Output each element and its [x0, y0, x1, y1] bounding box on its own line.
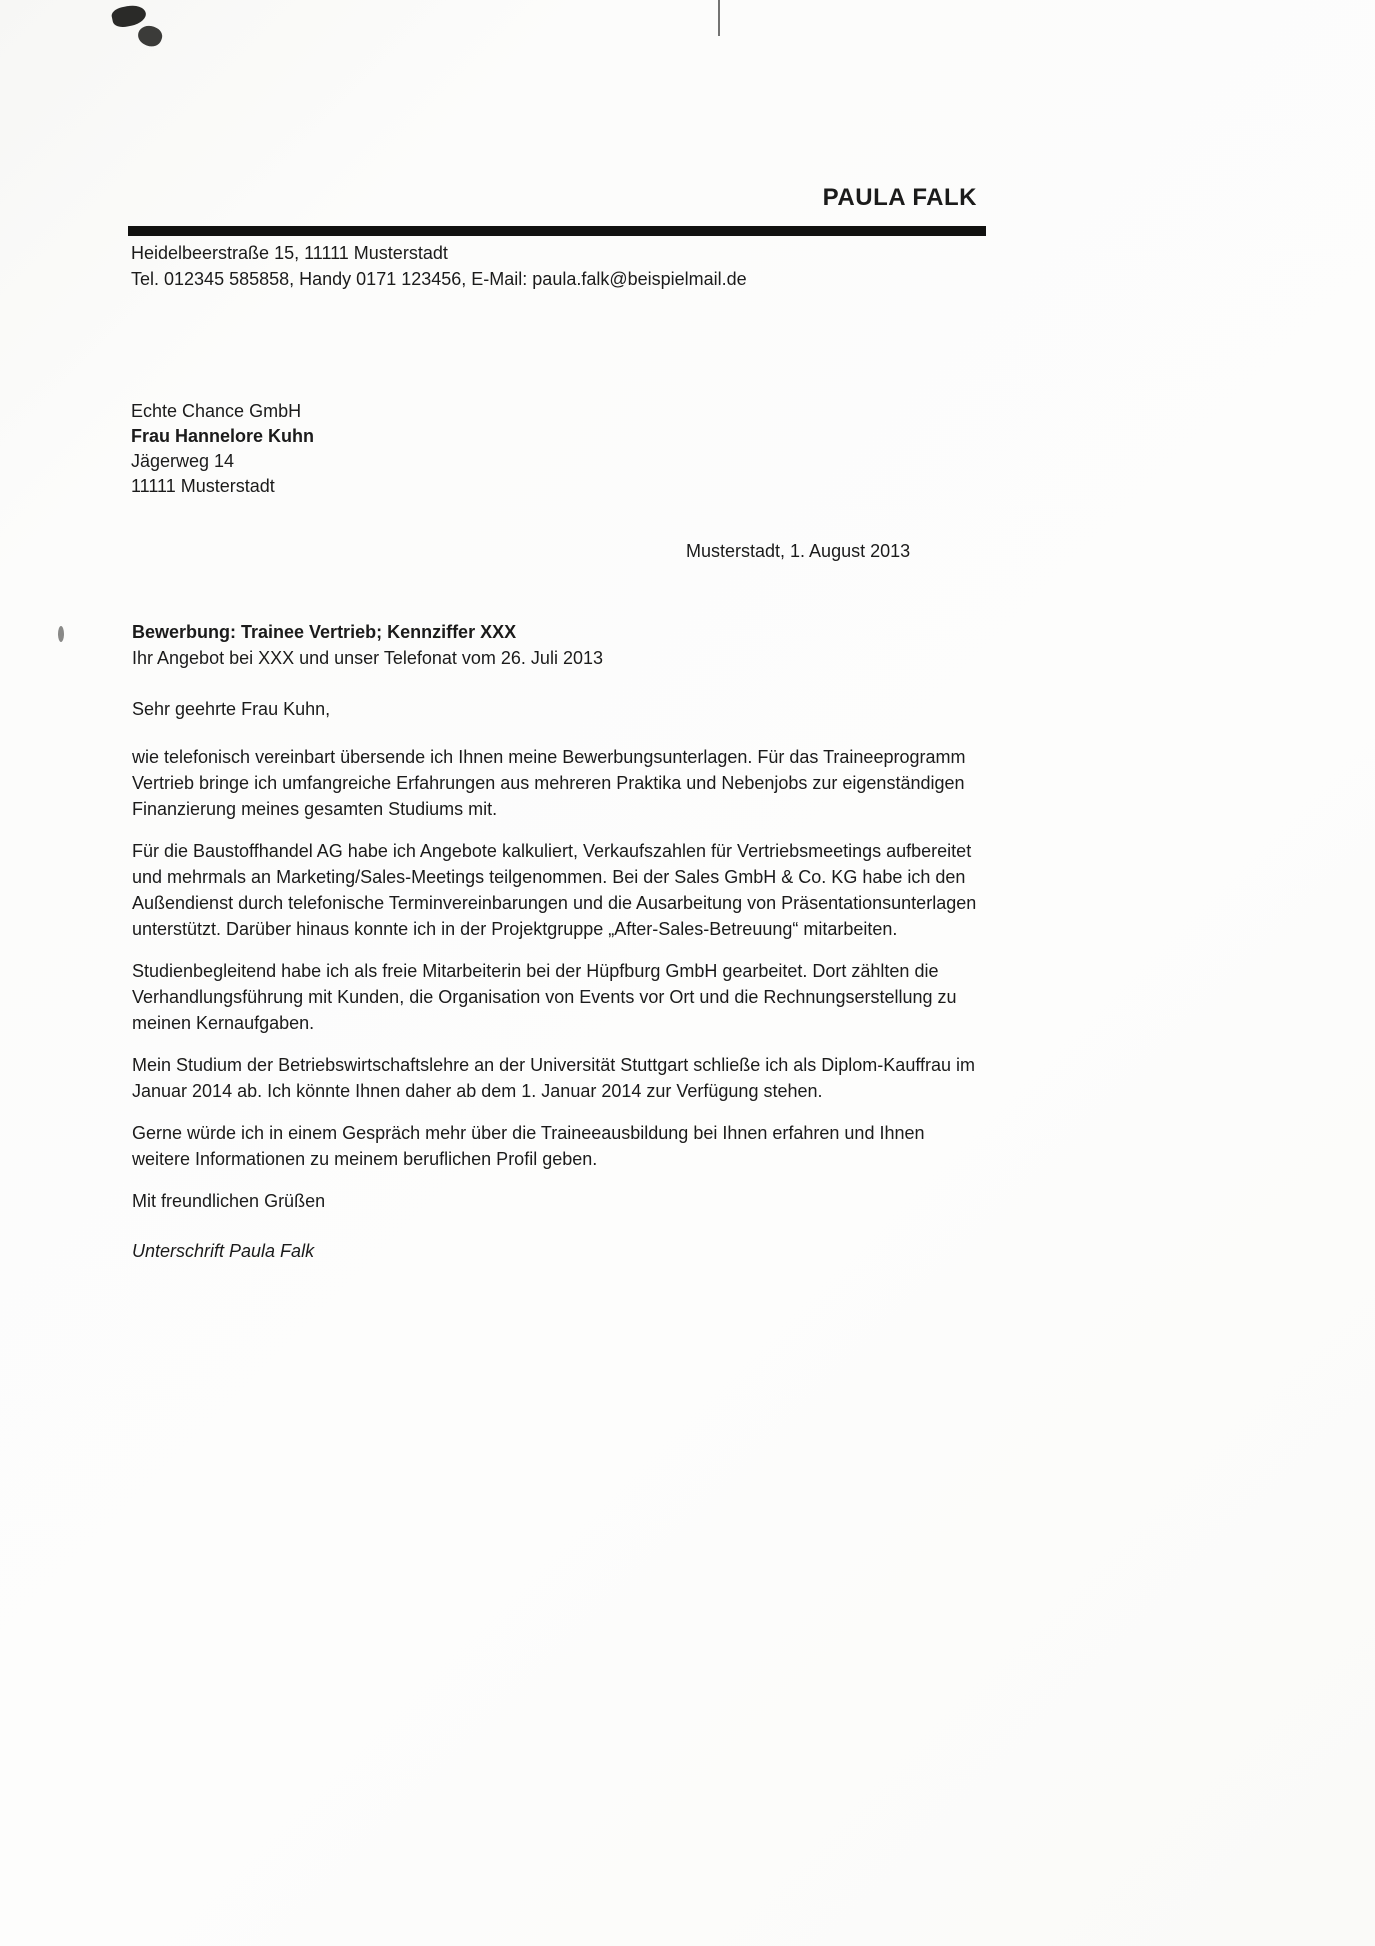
- date-line: Musterstadt, 1. August 2013: [686, 541, 911, 561]
- sender-name: PAULA FALK: [822, 184, 977, 211]
- scan-artifact-vertical-line: [718, 0, 720, 36]
- recipient-company: Echte Chance GmbH: [131, 401, 302, 421]
- body-paragraph: wie telefonisch vereinbart übersende ich Ihnen meine Bewerbungsunterlagen. Für das Traineeprogramm Vertrieb bringe ich umfangreiche Erfahrungen aus mehreren Praktika und Nebenjobs zur eigenständigen Finanzierung meines gesamten Studiums mit.: [132, 747, 966, 819]
- recipient-city: 11111 Musterstadt: [131, 476, 275, 496]
- salutation: Sehr geehrte Frau Kuhn,: [132, 699, 331, 719]
- recipient-street: Jägerweg 14: [131, 451, 235, 471]
- body-paragraph: Für die Baustoffhandel AG habe ich Angebote kalkuliert, Verkaufszahlen für Vertriebsmeetings aufbereitet und mehrmals an Marketing/Sales-Meetings teilgenommen. Bei der Sales GmbH & Co. KG habe ich den Außendienst durch telefonische Terminvereinbarungen und die Ausarbeitung von Präsentationsunterlagen unterstützt. Darüber hinaus konnte ich in der Projektgruppe „After-Sales-Betreuung“ mitarbeiten.: [132, 841, 977, 939]
- recipient-block: [131, 399, 314, 499]
- closing: Mit freundlichen Grüßen: [132, 1191, 326, 1211]
- letter-body: [132, 744, 982, 1264]
- recipient-contact: Frau Hannelore Kuhn: [131, 426, 315, 446]
- sender-contact-line: Tel. 012345 585858, Handy 0171 123456, E-Mail: paula.falk@beispielmail.de: [131, 269, 747, 289]
- body-paragraph: Mein Studium der Betriebswirtschaftslehre an der Universität Stuttgart schließe ich als Diplom-Kauffrau im Januar 2014 ab. Ich könnte Ihnen daher ab dem 1. Januar 2014 zur Verfügung stehen.: [132, 1055, 976, 1101]
- body-paragraph: Gerne würde ich in einem Gespräch mehr über die Traineeausbildung bei Ihnen erfahren und Ihnen weitere Informationen zu meinem beruflichen Profil geben.: [132, 1123, 925, 1169]
- scan-artifact-top-left-2: [135, 22, 164, 49]
- scan-artifact-top-left: [110, 3, 147, 30]
- letterhead-rule: [128, 226, 986, 236]
- body-paragraph: Studienbegleitend habe ich als freie Mitarbeiterin bei der Hüpfburg GmbH gearbeitet. Dort zählten die Verhandlungsführung mit Kunden, die Organisation von Events vor Ort und die Rechnungserstellung zu meinen Kernaufgaben.: [132, 961, 957, 1033]
- signature: Unterschrift Paula Falk: [132, 1241, 315, 1261]
- subject-line-2: Ihr Angebot bei XXX und unser Telefonat vom 26. Juli 2013: [132, 648, 603, 668]
- sender-address-line: Heidelbeerstraße 15, 11111 Musterstadt: [131, 243, 448, 263]
- subject-line-1: Bewerbung: Trainee Vertrieb; Kennziffer XXX: [132, 622, 517, 642]
- scan-artifact-left-edge: [58, 626, 64, 642]
